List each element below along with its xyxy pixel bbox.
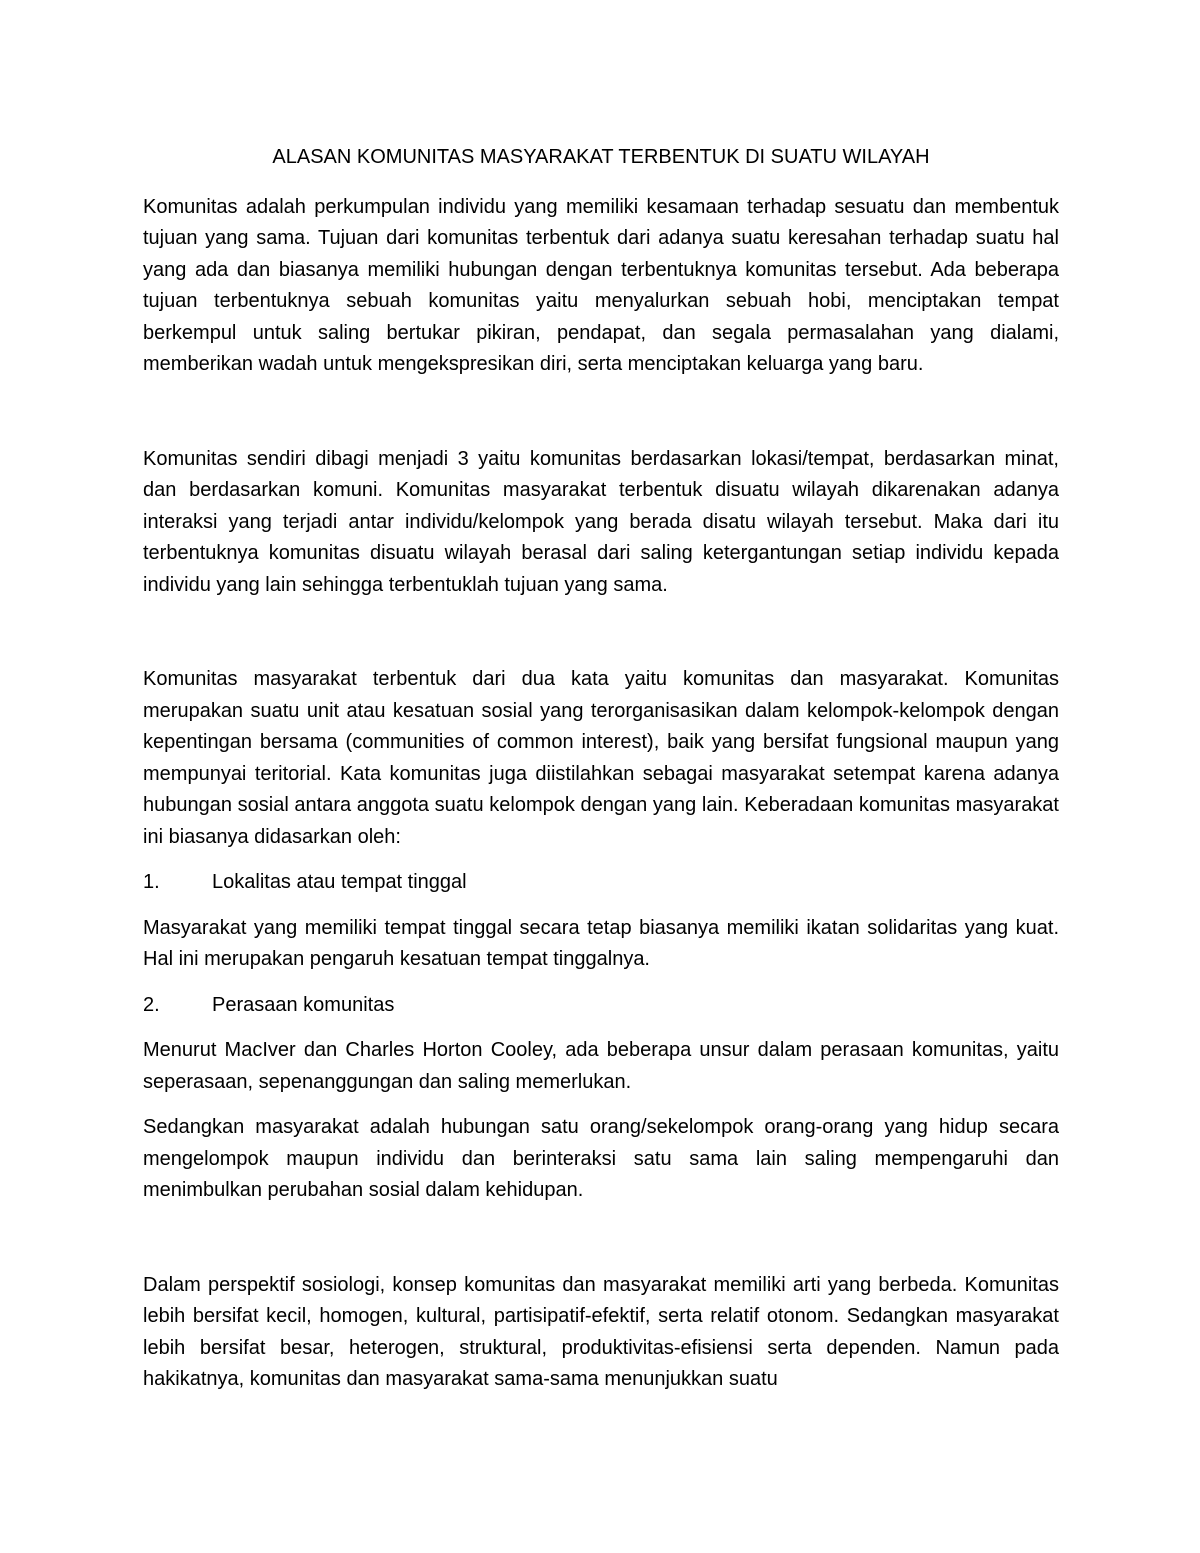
list-number: 1.	[143, 871, 160, 893]
spacer	[143, 899, 1059, 913]
paragraph-community-society: Komunitas masyarakat terbentuk dari dua kata yaitu komunitas dan masyarakat. Komunitas merupakan suatu unit atau kesatuan sosial yang terorganisasikan dalam kelompok-kelompok dengan kepentingan bersama (communities of common interest), baik yang bersifat fungsional maupun yang mempunyai teritorial. Kata komunitas juga diistilahkan sebagai masyarakat setempat karena adanya hubungan sosial antara anggota suatu kelompok dengan yang lain. Keberadaan komunitas masyarakat ini biasanya didasarkan oleh:	[143, 668, 1059, 848]
document-body	[143, 142, 1059, 1396]
spacer	[143, 601, 1059, 664]
spacer	[143, 381, 1059, 444]
spacer	[143, 976, 1059, 990]
paragraph-community-types: Komunitas sendiri dibagi menjadi 3 yaitu komunitas berdasarkan lokasi/tempat, berdasarkan minat, dan berdasarkan komuni. Komunitas masyarakat terbentuk disuatu wilayah dikarenakan adanya interaksi yang terjadi antar individu/kelompok yang berada disatu wilayah tersebut. Maka dari itu terbentuknya komunitas disuatu wilayah berasal dari saling ketergantungan setiap individu kepada individu yang lain sehingga terbentuklah tujuan yang sama.	[143, 447, 1059, 596]
paragraph-society-definition: Sedangkan masyarakat adalah hubungan satu orang/sekelompok orang-orang yang hidup secara mengelompok maupun individu dan berinteraksi satu sama lain saling mempengaruhi dan menimbulkan perubahan sosial dalam kehidupan.	[143, 1116, 1059, 1201]
list-label: Lokalitas atau tempat tinggal	[212, 871, 467, 893]
spacer	[143, 1098, 1059, 1112]
list-number: 2.	[143, 993, 160, 1016]
list-item-1	[143, 867, 1059, 899]
paragraph-sociology-perspective: Dalam perspektif sosiologi, konsep komunitas dan masyarakat memiliki arti yang berbeda. Komunitas lebih bersifat kecil, homogen, kultural, partisipatif-efektif, serta relatif otonom. Sedangkan masyarakat lebih bersifat besar, heterogen, struktural, produktivitas-efisiensi serta dependen. Namun pada hakikatnya, komunitas dan masyarakat sama-sama menunjukkan suatu	[143, 1273, 1059, 1390]
paragraph-community-definition: Komunitas adalah perkumpulan individu yang memiliki kesamaan terhadap sesuatu dan membentuk tujuan yang sama. Tujuan dari komunitas terbentuk dari adanya suatu keresahan terhadap suatu hal yang ada dan biasanya memiliki hubungan dengan terbentuknya komunitas tersebut. Ada beberapa tujuan terbentuknya sebuah komunitas yaitu menyalurkan sebuah hobi, menciptakan tempat berkempul untuk saling bertukar pikiran, pendapat, dan segala permasalahan yang dialami, memberikan wadah untuk mengekspresikan diri, serta menciptakan keluarga yang baru.	[143, 195, 1059, 375]
spacer	[143, 853, 1059, 867]
spacer	[143, 1207, 1059, 1270]
paragraph-locality: Masyarakat yang memiliki tempat tinggal secara tetap biasanya memiliki ikatan solidaritas yang kuat. Hal ini merupakan pengaruh kesatuan tempat tinggalnya.	[143, 916, 1059, 970]
list-label: Perasaan komunitas	[212, 993, 395, 1016]
paragraph-community-feeling: Menurut MacIver dan Charles Horton Cooley, ada beberapa unsur dalam perasaan komunitas, yaitu seperasaan, sepenanggungan dan saling memerlukan.	[143, 1039, 1059, 1093]
list-item-2	[143, 990, 1059, 1022]
spacer	[143, 1021, 1059, 1035]
document-title: ALASAN KOMUNITAS MASYARAKAT TERBENTUK DI SUATU WILAYAH	[272, 146, 930, 168]
